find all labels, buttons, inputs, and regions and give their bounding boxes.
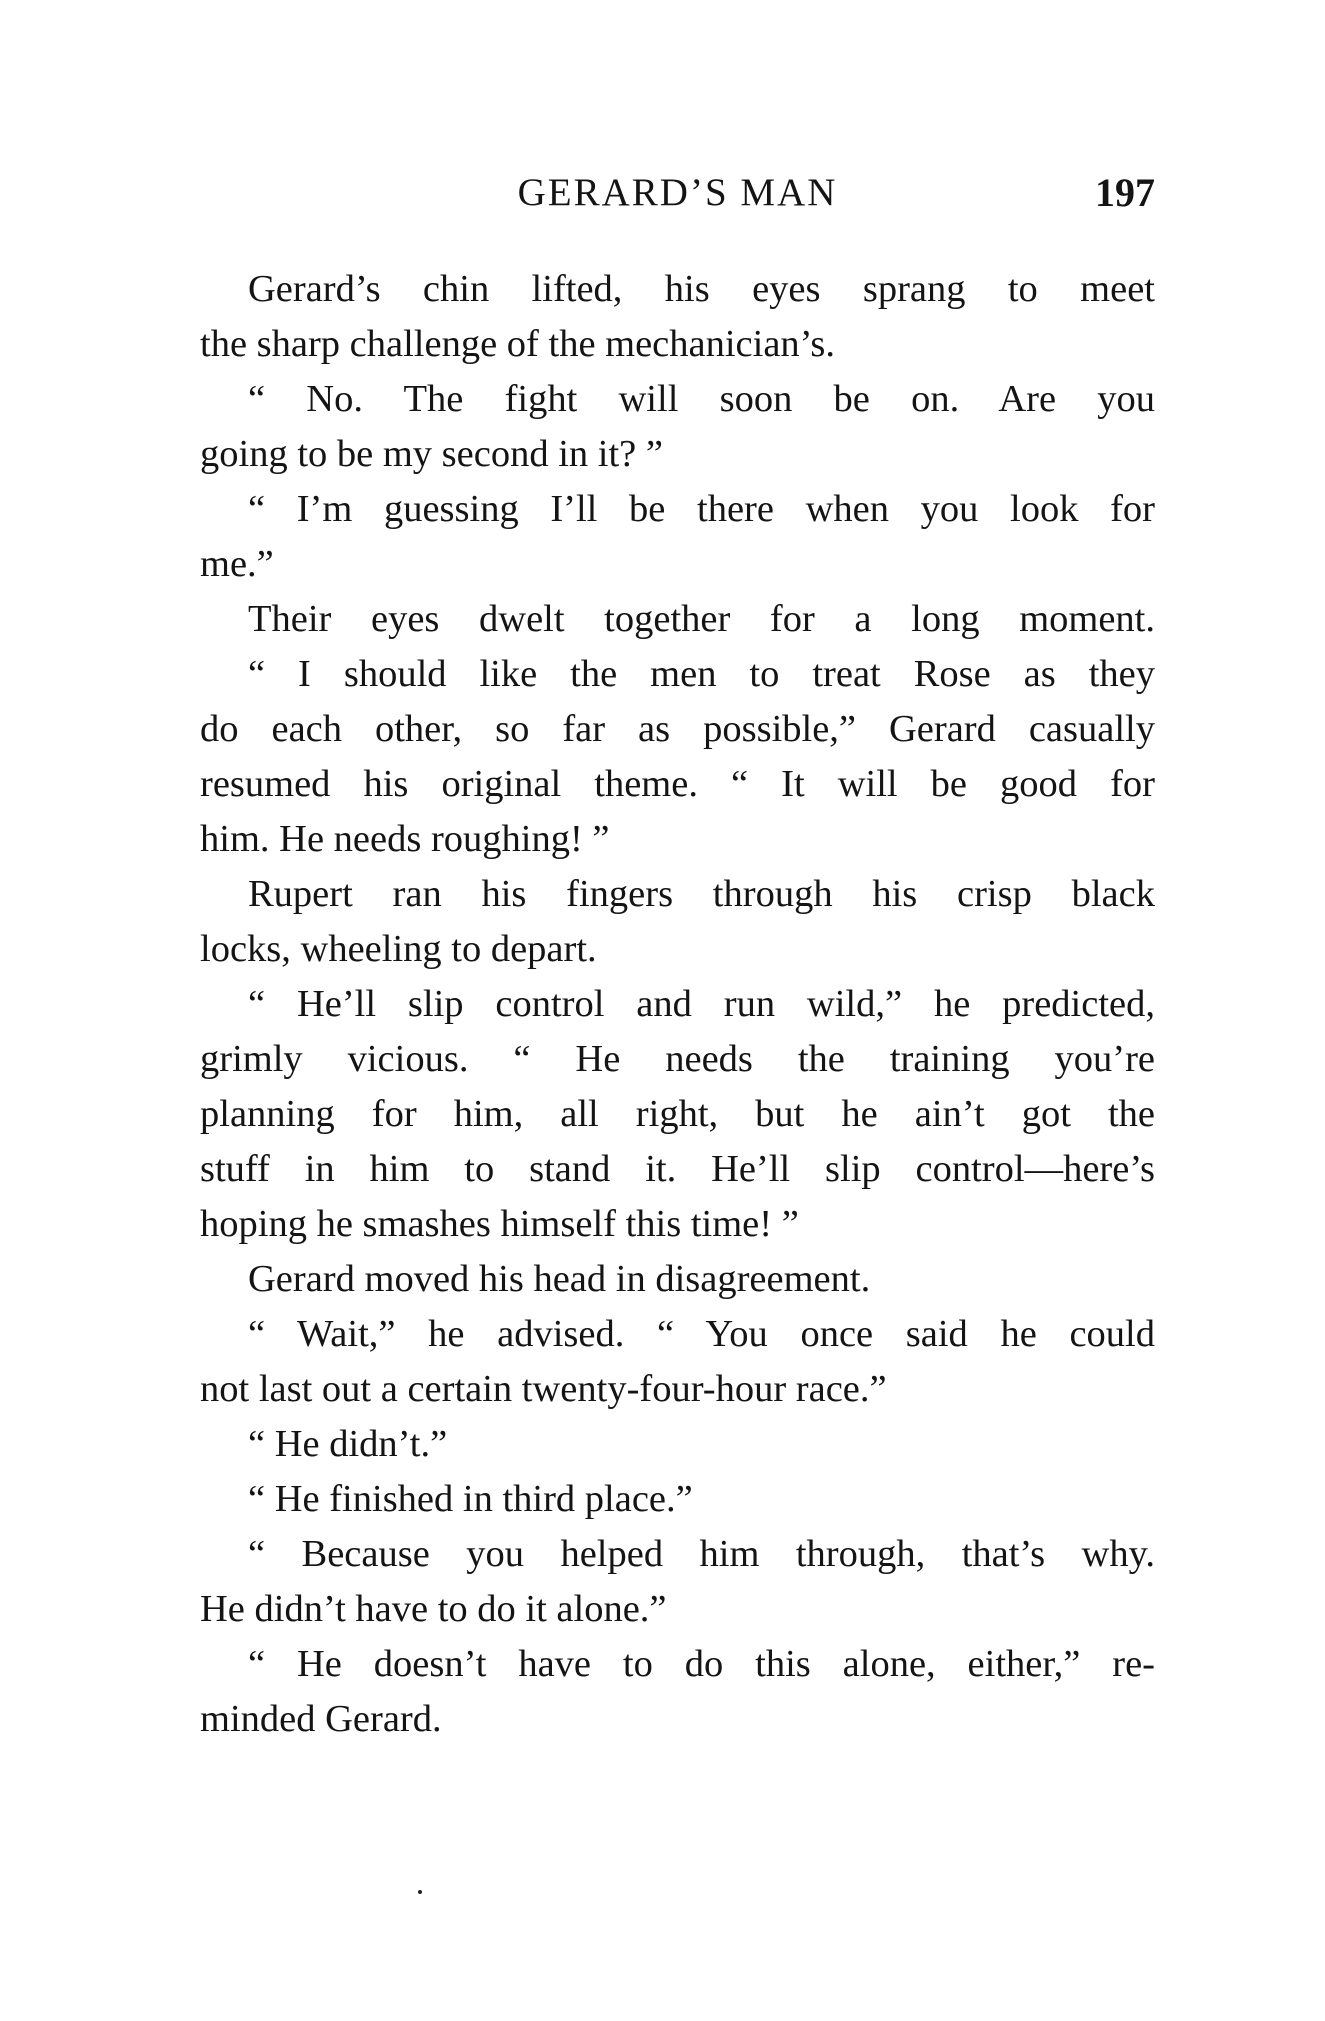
text-line: Rupert ran his fingers through his crisp black: [248, 873, 1155, 915]
text-line: “ He doesn’t have to do this alone, either,” re-: [248, 1643, 1155, 1685]
text-line: going to be my second in it? ”: [200, 433, 663, 475]
text-line: “ Because you helped him through, that’s why.: [248, 1533, 1155, 1575]
text-line: grimly vicious. “ He needs the training you’re: [200, 1038, 1155, 1080]
text-line: “ He’ll slip control and run wild,” he predicted,: [248, 983, 1155, 1025]
text-line: Their eyes dwelt together for a long moment.: [248, 598, 1155, 640]
text-line: “ Wait,” he advised. “ You once said he could: [248, 1313, 1155, 1355]
ink-speck: [418, 1890, 422, 1894]
running-head: [200, 168, 1155, 218]
text-line: He didn’t have to do it alone.”: [200, 1588, 667, 1630]
text-line: him. He needs roughing! ”: [200, 818, 610, 860]
text-line: stuff in him to stand it. He’ll slip control—here’s: [200, 1148, 1155, 1190]
text-line: “ He didn’t.”: [248, 1423, 448, 1465]
text-line: Gerard’s chin lifted, his eyes sprang to meet: [248, 268, 1155, 310]
text-line: hoping he smashes himself this time! ”: [200, 1203, 799, 1245]
text-line: resumed his original theme. “ It will be good for: [200, 763, 1155, 805]
text-line: the sharp challenge of the mechanician’s.: [200, 323, 835, 365]
text-line: “ I’m guessing I’ll be there when you look for: [248, 488, 1155, 530]
page-number: 197: [1095, 170, 1155, 215]
running-title: GERARD’S MAN: [517, 171, 838, 214]
text-line: Gerard moved his head in disagreement.: [248, 1258, 871, 1300]
body-text: [200, 262, 1155, 1747]
text-line: not last out a certain twenty-four-hour race.”: [200, 1368, 887, 1410]
text-line: “ I should like the men to treat Rose as they: [248, 653, 1155, 695]
text-line: “ No. The fight will soon be on. Are you: [248, 378, 1155, 420]
text-line: planning for him, all right, but he ain’t got the: [200, 1093, 1155, 1135]
text-line: me.”: [200, 543, 274, 585]
text-line: minded Gerard.: [200, 1698, 442, 1740]
text-line: locks, wheeling to depart.: [200, 928, 597, 970]
text-line: “ He finished in third place.”: [248, 1478, 693, 1520]
text-line: do each other, so far as possible,” Gerard casually: [200, 708, 1155, 750]
